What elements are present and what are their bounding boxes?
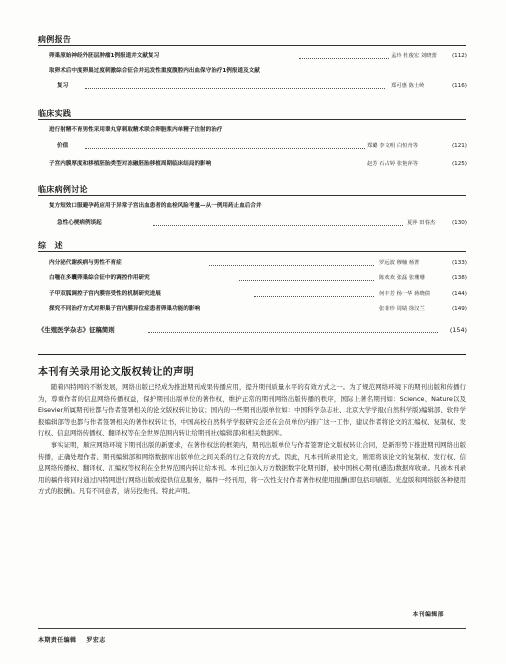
- toc-entry[interactable]: [49, 303, 467, 316]
- declaration-title: 本刊有关录用论文版权转让的声明: [38, 367, 194, 378]
- entry-page: (133): [451, 260, 467, 266]
- entry-authors: 郑璐 李文明 白恒舟等: [367, 143, 419, 149]
- entry-title: 进行射精不育男性采用睾丸穿刺取精术联合卵胞浆内单精子注射的治疗: [49, 127, 223, 133]
- dot-leader: [85, 88, 385, 89]
- section-heading: 临床实践: [38, 109, 72, 118]
- section-heading: 临床病例讨论: [38, 185, 88, 194]
- entry-title: 内分泌代谢疾病与男性不育症: [49, 260, 122, 266]
- dot-leader: [299, 58, 389, 59]
- footer-divider: [38, 628, 466, 629]
- toc-entry[interactable]: [57, 217, 467, 230]
- dot-leader: [85, 148, 365, 149]
- entry-title: 价值: [57, 143, 69, 149]
- entry-page: (144): [451, 291, 467, 297]
- notice-page: (154): [449, 326, 467, 334]
- editor-name: 罗宏志: [86, 637, 106, 644]
- entry-title: 探究不同治疗方式对卵巢子宫内膜异位症患者卵巢功能的影响: [49, 306, 201, 312]
- dot-leader: [148, 332, 438, 333]
- responsible-editor: [38, 635, 106, 644]
- section-heading: 综 述: [38, 241, 63, 250]
- entry-title: 子宫内膜厚度和移植胚胎类型对冻融胚胎移植周期临床结局的影响: [49, 161, 212, 167]
- toc-entry[interactable]: [49, 200, 467, 213]
- entry-page: (112): [451, 53, 467, 59]
- section-divider: [38, 251, 466, 252]
- toc-entry[interactable]: [49, 158, 467, 171]
- entry-title: 复方短效口服避孕药应用于异常子宫出血患者的血栓风险考量—从一例用药止血后合并: [49, 203, 262, 209]
- entry-page: (130): [451, 220, 467, 226]
- editor-label: 本期责任编辑: [38, 637, 77, 644]
- dot-leader: [209, 265, 374, 266]
- entry-page: (149): [451, 306, 467, 312]
- entry-authors: 赵芳 石占婷 张艳萍等: [367, 161, 419, 167]
- entry-page: (125): [451, 161, 467, 167]
- toc-entry[interactable]: [49, 288, 467, 301]
- entry-title: 复习: [57, 83, 69, 89]
- declaration-paragraph: 事实证明，顺应网络环境下期刊出版的新要求，在著作权法的框架内，期刊出版单位与作者签署论文版权转让合同，是新形势下推进期刊网络出版传播，正确处理作者、期刊编辑部和网络数据库出版单位之间关系的行之有效的方式。因此，凡本刊所录用论文，则需将该论文的复制权、发行权、信息网络传播权、翻译权、汇编权等权利在全世界范围内转让给本刊。本刊已加入万方数据数字化期刊群，被中国核心期刊(遴选)数据库收录。凡被本刊录用的稿件将同时通过四特网进行网络出版或提供信息服务，稿件一经刊用，将一次性支付作者著作权使用报酬(即包括印刷版、光盘版和网络版各种使用方式的报酬)。凡有不同意者，请另投他刊。特此声明。: [38, 440, 466, 496]
- entry-authors: 孟玲 杜俊宏 刘晓蕾: [391, 53, 437, 59]
- dot-leader: [153, 225, 403, 226]
- entry-authors: 夏萍 田春杰: [407, 220, 436, 226]
- notice-entry[interactable]: [38, 324, 467, 337]
- section-divider: [38, 45, 466, 46]
- declaration-signature: 本刊编辑部: [412, 612, 444, 618]
- toc-entry[interactable]: [49, 65, 467, 78]
- entry-authors: 郑可惠 陈士岭: [391, 83, 425, 89]
- declaration-paragraph: 随着四特网的不断发展，网络出版已经成为推进期刊成果传播应用，提升期刊质量水平的有效方式之一。为了规范网络环境下的期刊出版和传播行为，尊重作者的信息网络传播权益，保护期刊出版单位的著作权，维护正常的期刊网络出版传播的秩序，国际上著名期刊如：Science、Nature以及Elsevier所属期刊社都与作者签署相关的论文版权转让协议；国内的一些期刊出版单位如：中国科学杂志社、北京大学学报(自然科学版)编辑部、软件学报编辑部等也都与作者签署相关的著作权转让书，中国高校自然科学学报研究会还在会员单位内推广这一工作，建议作者将论文的汇编权、复制权、发行权、信息网络传播权、翻译权等在全世界范围内转让给期刊社(编辑部)和相关数据库。: [38, 383, 466, 438]
- entry-authors: 罗远波 穆楠 杨菁: [379, 260, 420, 266]
- entry-authors: 陈欢欢 张磊 张珊珊: [379, 275, 425, 281]
- section-rule: [38, 354, 466, 355]
- toc-entry[interactable]: [57, 140, 467, 153]
- entry-title: 急性心梗病例谈起: [57, 220, 102, 226]
- toc-entry[interactable]: [57, 80, 467, 93]
- entry-title: 取卵术后中度卵巢过度刺激综合征合并远发性重度腹腔内出血保守治疗1例报道及文献: [49, 68, 260, 74]
- entry-title: 卵巢原始神经外胚层肿瘤1例报道并文献复习: [49, 53, 160, 59]
- declaration-body: [38, 382, 466, 498]
- dot-leader: [239, 280, 374, 281]
- section-divider: [38, 195, 466, 196]
- entry-title: 子甲双胍调控子宫内膜容受性的机制研究进展: [49, 291, 161, 297]
- toc-entry[interactable]: [49, 50, 467, 63]
- toc-entry[interactable]: [49, 124, 467, 137]
- entry-page: (138): [451, 275, 467, 281]
- section-divider: [38, 119, 466, 120]
- toc-entry[interactable]: [49, 257, 467, 270]
- entry-page: (116): [451, 83, 467, 89]
- entry-page: (121): [451, 143, 467, 149]
- toc-entry[interactable]: [49, 272, 467, 285]
- notice-title: 《生殖医学杂志》征稿简则: [38, 326, 115, 334]
- entry-title: 白噻在多囊卵巢综合征中的调控作用研究: [49, 275, 150, 281]
- entry-authors: 何丰芳 杨一华 蒋晓倩: [379, 291, 431, 297]
- section-heading: 病例报告: [38, 35, 72, 44]
- entry-authors: 张菲珍 周婧 徐汉兰: [379, 306, 425, 312]
- dot-leader: [254, 296, 374, 297]
